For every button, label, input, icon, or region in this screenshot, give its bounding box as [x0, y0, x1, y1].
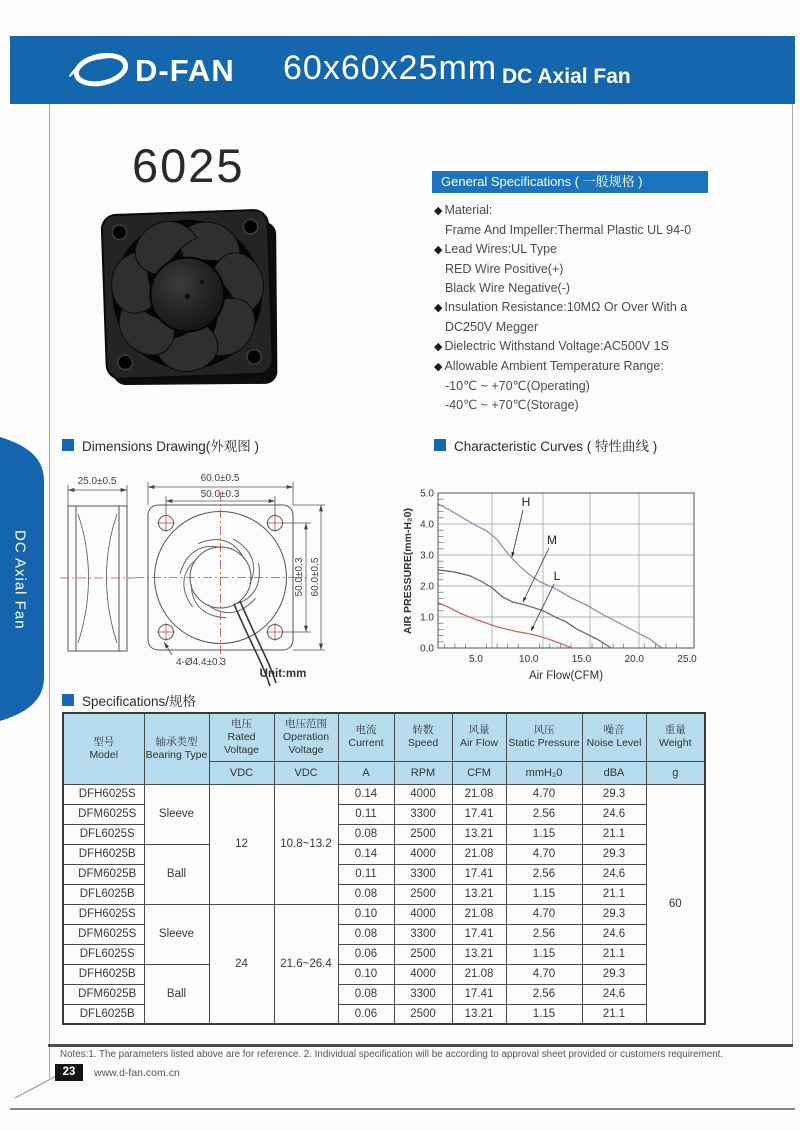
x-tick-label: 5.0: [469, 654, 483, 665]
table-row: [63, 844, 705, 864]
cell-air-flow: 13.21: [452, 884, 506, 904]
y-tick-label: 0.0: [420, 643, 434, 655]
unit-header-static-pressure: mmH₂0: [506, 761, 582, 784]
cell-speed: 2500: [394, 944, 452, 964]
cell-model: DFL6025B: [63, 1004, 144, 1024]
cell-noise-level: 24.6: [582, 864, 646, 884]
y-tick-label: 5.0: [420, 488, 434, 500]
cell-bearing-type: Sleeve: [144, 784, 209, 844]
cell-model: DFH6025S: [63, 904, 144, 924]
cell-bearing-type: Ball: [144, 964, 209, 1024]
cell-current: 0.10: [338, 904, 394, 924]
dim-label-width: 60.0±0.5: [200, 473, 240, 484]
cell-noise-level: 21.1: [582, 1004, 646, 1024]
cell-noise-level: 21.1: [582, 884, 646, 904]
spec-line: ◆ Dielectric Withstand Voltage:AC500V 1S: [434, 339, 669, 353]
footer-divider-line: [48, 1044, 793, 1047]
table-row: [63, 964, 705, 984]
cell-noise-level: 29.3: [582, 784, 646, 804]
series-label-H: H: [521, 495, 531, 509]
cell-air-flow: 13.21: [452, 824, 506, 844]
section-title-dimensions: Dimensions Drawing(外观图 ): [62, 435, 259, 455]
cell-air-flow: 21.08: [452, 964, 506, 984]
cell-model: DFM6025S: [63, 804, 144, 824]
cell-static-pressure: 2.56: [506, 864, 582, 884]
cell-static-pressure: 2.56: [506, 924, 582, 944]
cell-rated-voltage: 12: [209, 784, 274, 904]
col-header-rated-voltage: 电压 Rated Voltage: [209, 713, 274, 761]
dim-label-hole-pitch-v: 50.0±0.3: [294, 557, 305, 597]
unit-header-weight: g: [646, 761, 705, 784]
cell-model: DFM6025B: [63, 864, 144, 884]
cell-current: 0.08: [338, 884, 394, 904]
series-label-L: L: [553, 569, 561, 583]
col-header-current: 电流 Current: [338, 713, 394, 761]
cell-bearing-type: Sleeve: [144, 904, 209, 964]
curves-chart: [398, 480, 703, 692]
cell-noise-level: 29.3: [582, 844, 646, 864]
cell-model: DFH6025B: [63, 844, 144, 864]
y-axis-title: AIR PRESSURE(mm-H₂0): [402, 507, 414, 635]
notes-text: Notes:1. The parameters listed above are for reference. 2. Individual specification will be according to approval sheet provided or customers requirement.: [60, 1049, 724, 1060]
cell-static-pressure: 2.56: [506, 984, 582, 1004]
section-title-specifications: Specifications/规格: [62, 690, 196, 710]
diamond-bullet-icon: ◆: [434, 205, 443, 217]
cell-current: 0.10: [338, 964, 394, 984]
col-header-noise-level: 噪音 Noise Level: [582, 713, 646, 761]
cell-current: 0.08: [338, 924, 394, 944]
diamond-bullet-icon: ◆: [434, 244, 443, 256]
cell-bearing-type: Ball: [144, 844, 209, 904]
cell-current: 0.06: [338, 944, 394, 964]
page-bottom-line: [10, 1108, 795, 1110]
website-text: www.d-fan.com.cn: [94, 1067, 180, 1079]
general-specs-list: [434, 201, 779, 415]
cell-air-flow: 13.21: [452, 944, 506, 964]
spec-line: ◆ Allowable Ambient Temperature Range:: [434, 359, 664, 373]
cell-air-flow: 21.08: [452, 844, 506, 864]
blade-outlines: [171, 526, 270, 623]
cell-noise-level: 24.6: [582, 924, 646, 944]
col-header-operation-voltage: 电压范围 Operation Voltage: [274, 713, 338, 761]
frame-left-line: [49, 104, 50, 1078]
cell-noise-level: 21.1: [582, 944, 646, 964]
cell-model: DFH6025B: [63, 964, 144, 984]
section-bullet-icon: [62, 439, 74, 451]
plot-border: [438, 493, 694, 648]
cell-speed: 3300: [394, 984, 452, 1004]
y-tick-label: 3.0: [420, 550, 434, 562]
cell-speed: 2500: [394, 1004, 452, 1024]
col-header-static-pressure: 风压 Static Pressure: [506, 713, 582, 761]
cell-speed: 3300: [394, 924, 452, 944]
swirl-logo-icon: [67, 50, 131, 90]
cell-operation-voltage: 10.8~13.2: [274, 784, 338, 904]
spec-line: -10℃ ~ +70℃(Operating): [445, 379, 590, 393]
spec-line: RED Wire Positive(+): [445, 262, 564, 276]
cell-current: 0.11: [338, 864, 394, 884]
unit-header-operation-voltage: VDC: [274, 761, 338, 784]
cell-weight: 60: [646, 784, 705, 1024]
col-header-bearing-type: 轴承类型 Bearing Type: [144, 713, 209, 784]
spec-table: [62, 712, 706, 1025]
cell-static-pressure: 4.70: [506, 844, 582, 864]
spec-line: ◆ Material:: [434, 203, 493, 217]
dim-label-depth: 25.0±0.5: [77, 476, 117, 487]
x-tick-label: 10.0: [519, 654, 539, 665]
cell-speed: 4000: [394, 904, 452, 924]
cell-air-flow: 21.08: [452, 784, 506, 804]
diamond-bullet-icon: ◆: [434, 361, 443, 373]
model-number: 6025: [132, 139, 245, 192]
col-header-model: 型号 Model: [63, 713, 144, 784]
header-product-type: DC Axial Fan: [502, 65, 631, 88]
side-tab-label: DC Axial Fan: [11, 530, 29, 630]
spec-line: ◆ Lead Wires:UL Type: [434, 242, 558, 256]
cell-current: 0.08: [338, 824, 394, 844]
x-axis-title: Air Flow(CFM): [528, 670, 604, 682]
cell-speed: 4000: [394, 784, 452, 804]
brand-name: D-FAN: [135, 53, 235, 88]
table-row: [63, 904, 705, 924]
spec-line: ◆ Insulation Resistance:10MΩ Or Over With a: [434, 300, 688, 314]
diamond-bullet-icon: ◆: [434, 341, 443, 353]
unit-header-air-flow: CFM: [452, 761, 506, 784]
dim-label-mounting-holes: 4-Ø4.4±0.3: [176, 657, 226, 668]
cell-model: DFL6025B: [63, 884, 144, 904]
curve-M: [438, 570, 611, 648]
diamond-bullet-icon: ◆: [434, 302, 443, 314]
dim-label-height: 60.0±0.5: [310, 557, 321, 597]
cell-static-pressure: 1.15: [506, 944, 582, 964]
cell-operation-voltage: 21.6~26.4: [274, 904, 338, 1024]
cell-noise-level: 29.3: [582, 904, 646, 924]
cell-speed: 3300: [394, 864, 452, 884]
section-title-curves: Characteristic Curves ( 特性曲线 ): [434, 435, 657, 455]
x-tick-label: 15.0: [571, 654, 592, 665]
frame-right-line: [792, 104, 793, 1045]
table-row: [63, 784, 705, 804]
spec-line: DC250V Megger: [445, 320, 539, 334]
y-tick-label: 4.0: [420, 519, 434, 531]
cell-current: 0.06: [338, 1004, 394, 1024]
cell-model: DFM6025B: [63, 984, 144, 1004]
cell-model: DFL6025S: [63, 944, 144, 964]
unit-header-noise-level: dBA: [582, 761, 646, 784]
dim-label-unit: Unit:mm: [259, 668, 307, 680]
cell-air-flow: 13.21: [452, 1004, 506, 1024]
dimensions-drawing: [55, 462, 415, 688]
cell-static-pressure: 2.56: [506, 804, 582, 824]
fan-photo: [88, 196, 293, 401]
section-bullet-icon: [62, 694, 74, 706]
cell-rated-voltage: 24: [209, 904, 274, 1024]
y-tick-label: 1.0: [420, 612, 434, 624]
x-tick-label: 20.0: [624, 654, 644, 665]
cell-static-pressure: 1.15: [506, 884, 582, 904]
cell-noise-level: 21.1: [582, 824, 646, 844]
cell-model: DFM6025S: [63, 924, 144, 944]
cell-speed: 2500: [394, 824, 452, 844]
cell-speed: 4000: [394, 844, 452, 864]
cell-static-pressure: 4.70: [506, 964, 582, 984]
x-tick-label: 25.0: [677, 654, 697, 665]
cell-static-pressure: 1.15: [506, 1004, 582, 1024]
cell-current: 0.11: [338, 804, 394, 824]
cell-air-flow: 17.41: [452, 924, 506, 944]
cell-model: DFL6025S: [63, 824, 144, 844]
cell-static-pressure: 4.70: [506, 784, 582, 804]
page-header: [10, 36, 795, 104]
cell-noise-level: 29.3: [582, 964, 646, 984]
unit-header-current: A: [338, 761, 394, 784]
cell-static-pressure: 1.15: [506, 824, 582, 844]
general-specs-title-bar: General Specifications ( 一般规格 ): [432, 171, 708, 193]
cell-current: 0.14: [338, 784, 394, 804]
col-header-air-flow: 风量 Air Flow: [452, 713, 506, 761]
cell-air-flow: 21.08: [452, 904, 506, 924]
unit-header-speed: RPM: [394, 761, 452, 784]
cell-speed: 4000: [394, 964, 452, 984]
cell-noise-level: 24.6: [582, 804, 646, 824]
col-header-speed: 转数 Speed: [394, 713, 452, 761]
dim-label-hole-pitch-h: 50.0±0.3: [200, 489, 240, 500]
cell-noise-level: 24.6: [582, 984, 646, 1004]
page-number-badge: 23: [55, 1064, 83, 1081]
header-size-title: 60x60x25mm: [283, 49, 498, 87]
spec-line: -40℃ ~ +70℃(Storage): [445, 398, 579, 412]
curve-L: [438, 603, 572, 648]
col-header-weight: 重量 Weight: [646, 713, 705, 761]
cell-air-flow: 17.41: [452, 804, 506, 824]
cell-air-flow: 17.41: [452, 984, 506, 1004]
y-tick-label: 2.0: [420, 581, 434, 593]
cell-speed: 3300: [394, 804, 452, 824]
spec-line: Frame And Impeller:Thermal Plastic UL 94-0: [445, 223, 692, 237]
cell-static-pressure: 4.70: [506, 904, 582, 924]
cell-current: 0.08: [338, 984, 394, 1004]
cell-air-flow: 17.41: [452, 864, 506, 884]
cell-model: DFH6025S: [63, 784, 144, 804]
series-label-M: M: [547, 533, 557, 547]
cell-current: 0.14: [338, 844, 394, 864]
unit-header-rated-voltage: VDC: [209, 761, 274, 784]
spec-line: Black Wire Negative(-): [445, 281, 571, 295]
section-bullet-icon: [434, 439, 446, 451]
cell-speed: 2500: [394, 884, 452, 904]
